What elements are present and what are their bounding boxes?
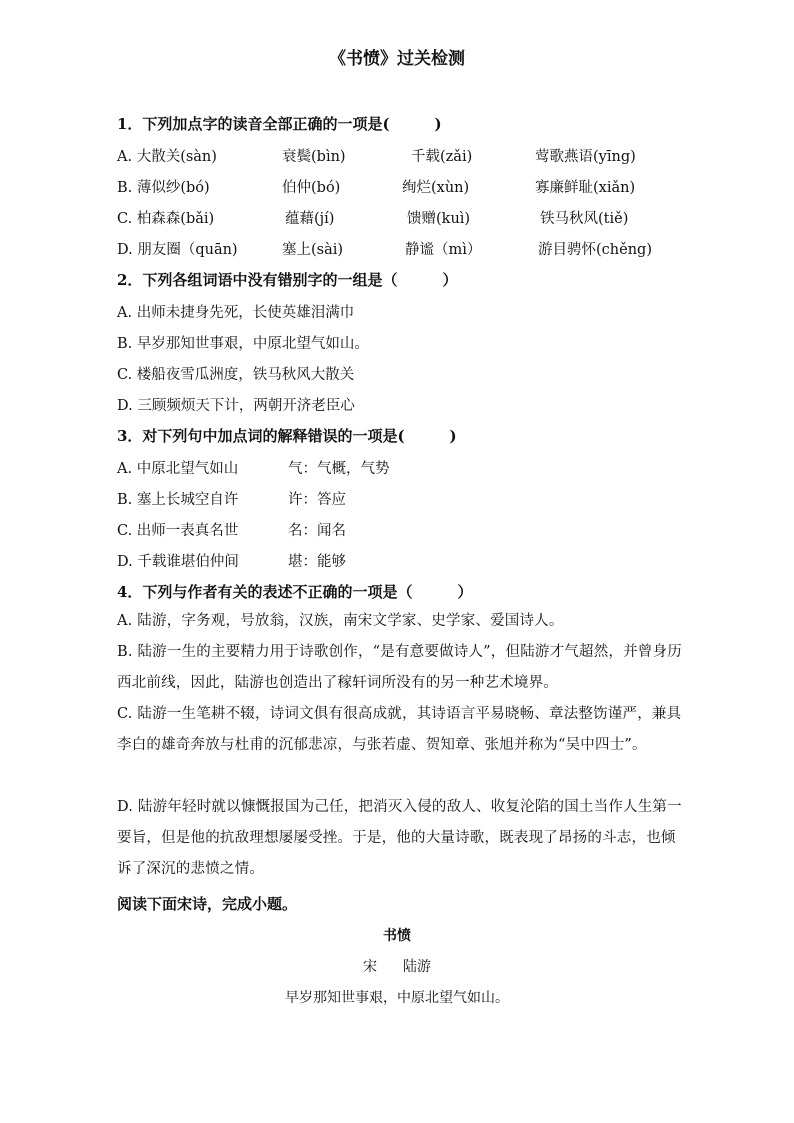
q3-option-b-explain: 许：答应 [288,492,346,508]
q1-option-a-2: 衰鬓(bìn) [282,149,346,165]
question-3-stem: 3．对下列句中加点词的解释错误的一项是( ) [117,427,457,445]
q4-option-d: D. 陆游年轻时就以慷慨报国为己任，把消灭入侵的敌人、收复沦陷的国土当作人生第一要旨，但是他的抗敌理想屡屡受挫。于是，他的大量诗歌，既表现了昂扬的斗志，也倾诉了深沉的悲愤之情。 [117,799,682,877]
q1-option-d: D. 朋友圈（quān) [117,242,238,258]
q1-option-c-3: 馈赠(kuì) [407,211,471,227]
q1-option-d-2: 塞上(sài) [282,242,344,258]
question-1-stem: 1．下列加点字的读音全部正确的一项是( ) [117,115,442,133]
q1-option-a: A. 大散关(sàn) [117,149,217,165]
q1-option-c-4: 铁马秋风(tiě) [540,211,629,227]
q2-option-d: D. 三顾频烦天下计，两朝开济老臣心 [117,398,355,414]
poem-byline [0,956,794,976]
q1-option-c-2: 蕴藉(jí) [285,211,335,227]
q1-option-d-4: 游目骋怀(chěng) [538,242,652,258]
poem-title: 书愤 [383,928,411,944]
q2-option-b: B. 早岁那知世事艰，中原北望气如山。 [117,336,369,352]
q3-option-a: A. 中原北望气如山 [117,461,239,477]
q2-option-c: C. 楼船夜雪瓜洲度，铁马秋风大散关 [117,367,355,383]
q3-option-d-explain: 堪：能够 [288,554,346,570]
poem-dynasty: 宋 [363,959,377,975]
q3-option-c-explain: 名：闻名 [288,523,346,539]
q3-option-b: B. 塞上长城空自许 [117,492,239,508]
question-2-stem: 2．下列各组词语中没有错别字的一组是（ ） [117,271,458,289]
q3-option-d: D. 千载谁堪伯仲间 [117,554,239,570]
q1-option-d-3: 静谧（mì） [405,242,482,258]
poem-author: 陆游 [403,959,431,975]
q4-option-c: C. 陆游一生笔耕不辍，诗词文俱有很高成就，其诗语言平易晓畅、章法整饬谨严，兼具李白的雄奇奔放与杜甫的沉郁悲凉，与张若虚、贺知章、张旭并称为“吴中四士”。 [117,706,682,753]
q4-option-a: A. 陆游，字务观，号放翁，汉族，南宋文学家、史学家、爱国诗人。 [117,613,564,629]
q1-option-b-2: 伯仲(bó) [282,180,341,196]
q3-option-a-explain: 气：气概，气势 [288,461,390,477]
q4-option-b: B. 陆游一生的主要精力用于诗歌创作，“是有意要做诗人”，但陆游才气超然，并曾身历西北前线，因此，陆游也创造出了稼轩词所没有的另一种艺术境界。 [117,644,682,691]
poem-line-1: 早岁那知世事艰，中原北望气如山。 [285,990,509,1006]
question-4-stem: 4．下列与作者有关的表述不正确的一项是（ ） [117,583,473,601]
q1-option-a-3: 千载(zǎi) [411,149,473,165]
q2-option-a: A. 出师未捷身先死，长使英雄泪满巾 [117,305,355,321]
q1-option-c: C. 柏森森(bǎi) [117,211,215,227]
q1-option-b-3: 绚烂(xùn) [402,180,470,196]
reading-instruction: 阅读下面宋诗，完成小题。 [117,895,298,913]
q1-option-b: B. 薄似纱(bó) [117,180,210,196]
q1-option-b-4: 寡廉鲜耻(xiǎn) [535,180,636,196]
page-title: 《书愤》过关检测 [329,49,465,69]
q3-option-c: C. 出师一表真名世 [117,523,239,539]
q1-option-a-4: 莺歌燕语(yīng) [535,149,636,165]
